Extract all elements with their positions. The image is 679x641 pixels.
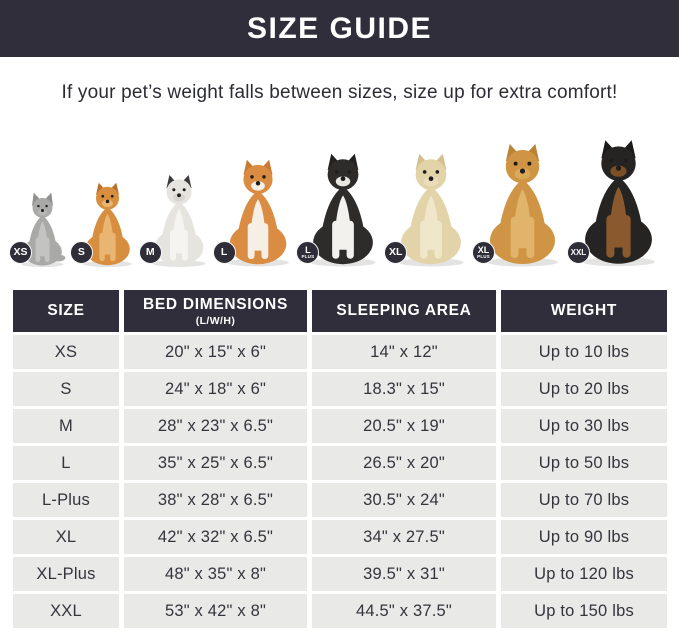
- table-cell: 20" x 15" x 6": [124, 335, 307, 369]
- table-cell: 14" x 12": [312, 335, 496, 369]
- size-badge: [567, 241, 590, 264]
- table-cell: Up to 120 lbs: [501, 557, 667, 591]
- size-cell: L: [13, 446, 119, 480]
- table-cell: 44.5" x 37.5": [312, 594, 496, 628]
- animal-french-bulldog: [145, 172, 210, 268]
- column-header-sleeping-area: [312, 290, 496, 332]
- animal-pomeranian: [79, 180, 136, 268]
- size-badge-sublabel: PLUS: [477, 254, 490, 259]
- column-sublabel: (L/W/H): [195, 314, 236, 327]
- size-badge-label: XS: [13, 246, 28, 259]
- table-cell: Up to 10 lbs: [501, 335, 667, 369]
- table-cell: 20.5" x 19": [312, 409, 496, 443]
- size-badge: [139, 241, 162, 264]
- table-cell: 18.3" x 15": [312, 372, 496, 406]
- size-badge: [213, 241, 236, 264]
- size-cell: S: [13, 372, 119, 406]
- animal-cat: [13, 192, 67, 268]
- size-cell: XL: [13, 520, 119, 554]
- table-cell: 26.5" x 20": [312, 446, 496, 480]
- column-header-weight: [501, 290, 667, 332]
- size-badge-label: XL: [477, 244, 490, 255]
- size-badge: [472, 241, 495, 264]
- table-cell: 42" x 32" x 6.5": [124, 520, 307, 554]
- column-label: SIZE: [47, 302, 85, 319]
- animal-golden-retriever: [477, 140, 564, 268]
- table-cell: 53" x 42" x 8": [124, 594, 307, 628]
- animals-row: [0, 118, 679, 272]
- table-cell: 28" x 23" x 6.5": [124, 409, 307, 443]
- size-badge-label: S: [77, 246, 85, 259]
- size-cell: M: [13, 409, 119, 443]
- table-cell: 39.5" x 31": [312, 557, 496, 591]
- column-header-size: [13, 290, 119, 332]
- table-cell: Up to 50 lbs: [501, 446, 667, 480]
- table-cell: Up to 90 lbs: [501, 520, 667, 554]
- page-title: SIZE GUIDE: [246, 11, 433, 45]
- size-cell: XS: [13, 335, 119, 369]
- table-cell: 24" x 18" x 6": [124, 372, 307, 406]
- column-label: BED DIMENSIONS: [142, 295, 288, 313]
- size-badge: [9, 241, 32, 264]
- size-badge-label: M: [145, 246, 155, 259]
- animal-border-collie: [301, 150, 381, 268]
- size-badge-sublabel: PLUS: [301, 254, 315, 259]
- size-cell: XXL: [13, 594, 119, 628]
- size-badge-label: XL: [389, 246, 403, 259]
- table-cell: Up to 20 lbs: [501, 372, 667, 406]
- size-badge: [70, 241, 93, 264]
- table-cell: 35" x 25" x 6.5": [124, 446, 307, 480]
- table-cell: 38" x 28" x 6.5": [124, 483, 307, 517]
- table-cell: 30.5" x 24": [312, 483, 496, 517]
- header-bar: [0, 0, 679, 57]
- size-badge-label: L: [220, 246, 228, 259]
- size-cell: L-Plus: [13, 483, 119, 517]
- size-badge-label: L: [305, 244, 311, 255]
- animal-doberman: [570, 136, 661, 268]
- animal-shiba-inu: [222, 156, 294, 268]
- size-cell: XL-Plus: [13, 557, 119, 591]
- size-badge-label: XXL: [570, 247, 587, 257]
- column-header-bed-dimensions: [124, 290, 307, 332]
- table-cell: Up to 150 lbs: [501, 594, 667, 628]
- column-label: SLEEPING AREA: [336, 302, 472, 319]
- table-cell: Up to 70 lbs: [501, 483, 667, 517]
- subtitle: If your pet’s weight falls between sizes, size up for extra comfort!: [61, 82, 618, 103]
- table-cell: Up to 30 lbs: [501, 409, 667, 443]
- animal-labrador: [389, 150, 469, 268]
- column-label: WEIGHT: [550, 302, 618, 319]
- size-table: [13, 290, 666, 628]
- table-cell: 34" x 27.5": [312, 520, 496, 554]
- table-cell: 48" x 35" x 8": [124, 557, 307, 591]
